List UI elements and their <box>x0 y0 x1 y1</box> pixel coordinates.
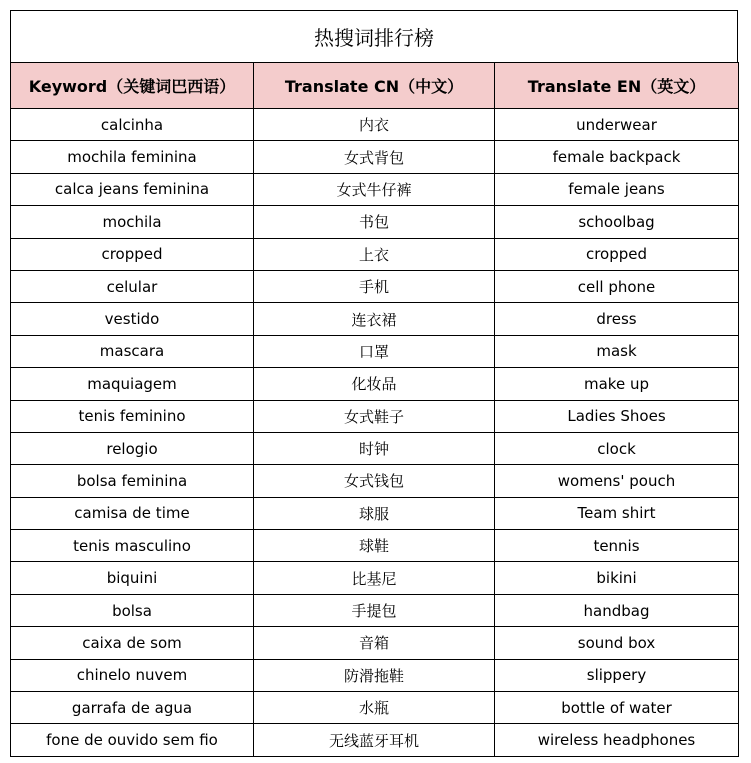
header-translate-en: Translate EN（英文） <box>495 63 739 109</box>
table-row <box>11 432 739 464</box>
translate-en-cell: make up <box>495 368 739 400</box>
translate-cn-cell: 时钟 <box>254 432 495 464</box>
translate-cn-cell: 防滑拖鞋 <box>254 659 495 691</box>
table-title: 热搜词排行榜 <box>10 10 738 62</box>
table-row <box>11 303 739 335</box>
translate-cn-cell: 连衣裙 <box>254 303 495 335</box>
table-row <box>11 109 739 141</box>
table-row <box>11 206 739 238</box>
translate-cn-cell: 内衣 <box>254 109 495 141</box>
table-row <box>11 692 739 724</box>
table-row <box>11 238 739 270</box>
keyword-cell: biquini <box>11 562 254 594</box>
table-row <box>11 400 739 432</box>
keyword-cell: mochila feminina <box>11 141 254 173</box>
translate-en-cell: womens' pouch <box>495 465 739 497</box>
translate-en-cell: schoolbag <box>495 206 739 238</box>
ranking-table <box>10 62 739 757</box>
header-translate-cn: Translate CN（中文） <box>254 63 495 109</box>
translate-en-cell: Ladies Shoes <box>495 400 739 432</box>
keyword-cell: bolsa <box>11 594 254 626</box>
translate-cn-cell: 球鞋 <box>254 530 495 562</box>
table-row <box>11 724 739 756</box>
table-body <box>11 109 739 757</box>
table-row <box>11 627 739 659</box>
table-row <box>11 497 739 529</box>
translate-en-cell: cell phone <box>495 270 739 302</box>
keyword-cell: cropped <box>11 238 254 270</box>
translate-cn-cell: 上衣 <box>254 238 495 270</box>
translate-en-cell: female backpack <box>495 141 739 173</box>
translate-cn-cell: 手提包 <box>254 594 495 626</box>
keyword-cell: relogio <box>11 432 254 464</box>
translate-en-cell: underwear <box>495 109 739 141</box>
keyword-cell: garrafa de agua <box>11 692 254 724</box>
keyword-cell: vestido <box>11 303 254 335</box>
keyword-cell: caixa de som <box>11 627 254 659</box>
table-row <box>11 173 739 205</box>
keyword-cell: camisa de time <box>11 497 254 529</box>
translate-cn-cell: 比基尼 <box>254 562 495 594</box>
keyword-cell: maquiagem <box>11 368 254 400</box>
translate-cn-cell: 女式牛仔裤 <box>254 173 495 205</box>
translate-en-cell: mask <box>495 335 739 367</box>
translate-en-cell: sound box <box>495 627 739 659</box>
header-row <box>11 63 739 109</box>
keyword-cell: tenis feminino <box>11 400 254 432</box>
translate-cn-cell: 手机 <box>254 270 495 302</box>
translate-en-cell: dress <box>495 303 739 335</box>
table-row <box>11 335 739 367</box>
translate-en-cell: female jeans <box>495 173 739 205</box>
keyword-cell: mascara <box>11 335 254 367</box>
translate-en-cell: handbag <box>495 594 739 626</box>
keyword-cell: calca jeans feminina <box>11 173 254 205</box>
translate-cn-cell: 无线蓝牙耳机 <box>254 724 495 756</box>
translate-cn-cell: 球服 <box>254 497 495 529</box>
translate-en-cell: bikini <box>495 562 739 594</box>
translate-cn-cell: 书包 <box>254 206 495 238</box>
table-row <box>11 368 739 400</box>
translate-cn-cell: 水瓶 <box>254 692 495 724</box>
translate-en-cell: clock <box>495 432 739 464</box>
header-keyword: Keyword（关键词巴西语） <box>11 63 254 109</box>
translate-cn-cell: 口罩 <box>254 335 495 367</box>
keyword-cell: calcinha <box>11 109 254 141</box>
table-row <box>11 530 739 562</box>
table-row <box>11 141 739 173</box>
translate-cn-cell: 女式钱包 <box>254 465 495 497</box>
keyword-cell: bolsa feminina <box>11 465 254 497</box>
keyword-cell: fone de ouvido sem fio <box>11 724 254 756</box>
translate-en-cell: cropped <box>495 238 739 270</box>
keyword-cell: mochila <box>11 206 254 238</box>
translate-cn-cell: 化妆品 <box>254 368 495 400</box>
translate-cn-cell: 音箱 <box>254 627 495 659</box>
keyword-cell: celular <box>11 270 254 302</box>
translate-en-cell: tennis <box>495 530 739 562</box>
translate-en-cell: slippery <box>495 659 739 691</box>
translate-cn-cell: 女式鞋子 <box>254 400 495 432</box>
table-row <box>11 562 739 594</box>
keyword-cell: chinelo nuvem <box>11 659 254 691</box>
table-row <box>11 465 739 497</box>
ranking-table-container <box>10 10 738 757</box>
table-row <box>11 270 739 302</box>
translate-en-cell: wireless headphones <box>495 724 739 756</box>
translate-cn-cell: 女式背包 <box>254 141 495 173</box>
table-row <box>11 594 739 626</box>
translate-en-cell: bottle of water <box>495 692 739 724</box>
table-row <box>11 659 739 691</box>
keyword-cell: tenis masculino <box>11 530 254 562</box>
translate-en-cell: Team shirt <box>495 497 739 529</box>
